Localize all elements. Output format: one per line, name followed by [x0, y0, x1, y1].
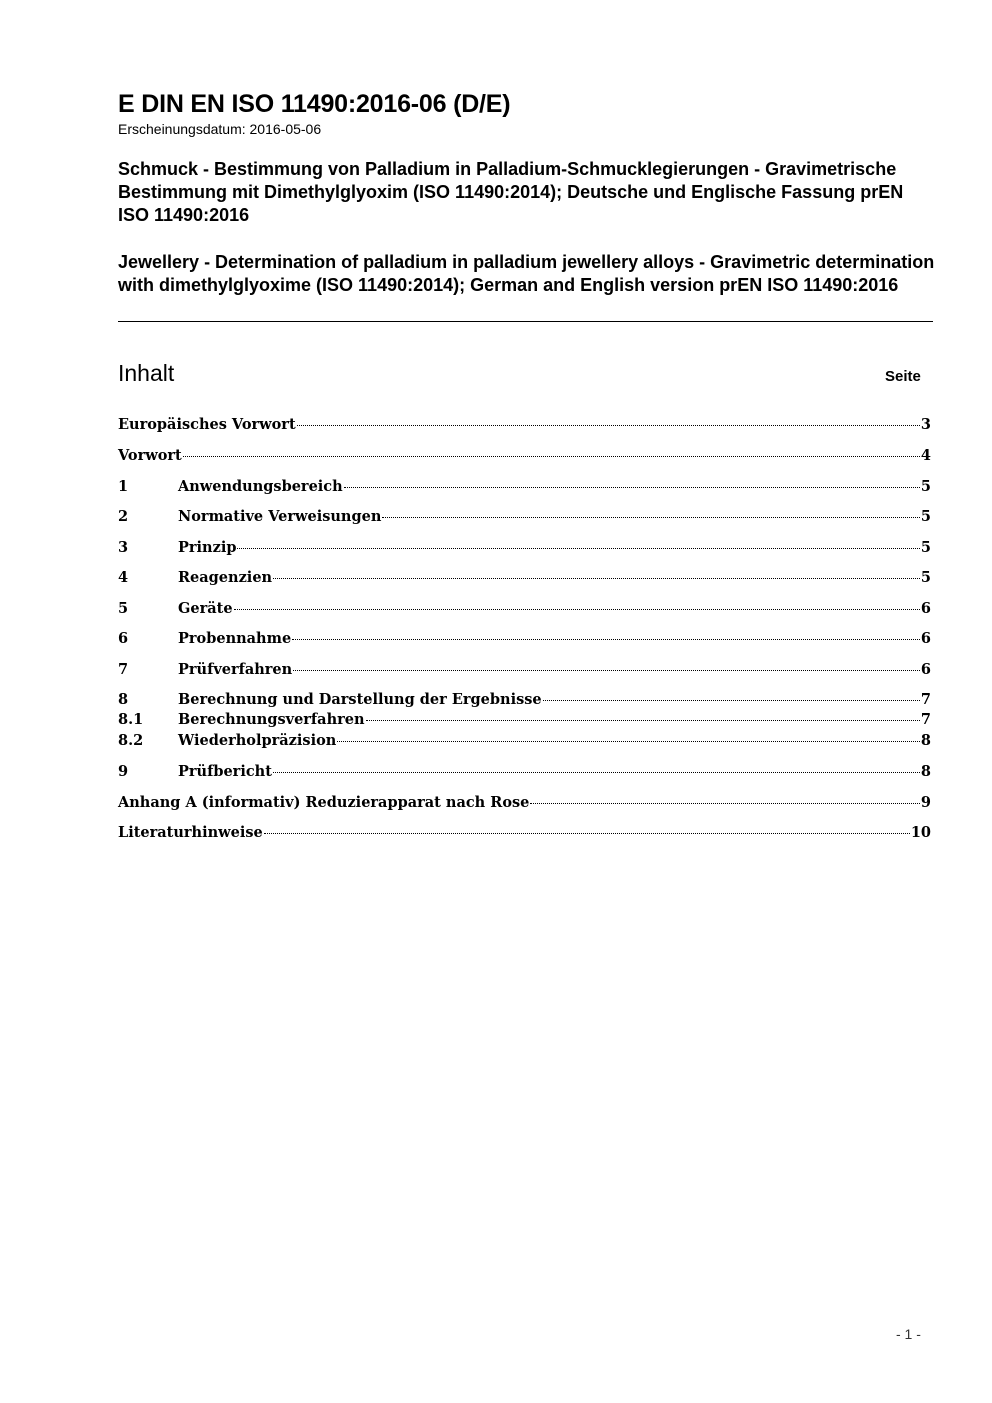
toc-entry[interactable]: [118, 691, 931, 711]
toc-entry-page: 5: [920, 539, 931, 556]
toc-entry-page: 8: [920, 763, 931, 780]
toc-entry-title: Literaturhinweise: [118, 824, 263, 841]
toc-entry-title: Wiederholpräzision: [178, 732, 337, 749]
toc-page-column-header: Seite: [885, 368, 921, 385]
toc-dot-leader: [183, 456, 920, 457]
toc-entry-page: 8: [920, 732, 931, 749]
toc-entry-number: 6: [118, 630, 129, 647]
toc-entry-title: Vorwort: [118, 447, 182, 464]
toc-entry-title: Prüfbericht: [178, 763, 272, 780]
toc-dot-leader: [382, 517, 920, 518]
toc-dot-leader: [530, 803, 920, 804]
toc-entry[interactable]: [118, 508, 931, 528]
toc-dot-leader: [344, 487, 920, 488]
toc-entry-page: 9: [920, 794, 931, 811]
toc-dot-leader: [297, 425, 920, 426]
toc-entry-number: 1: [118, 478, 129, 495]
toc-dot-leader: [273, 772, 920, 773]
toc-entry-title: Berechnung und Darstellung der Ergebnisse: [178, 691, 542, 708]
toc-entry-title: Europäisches Vorwort: [118, 416, 296, 433]
toc-entry-page: 6: [920, 600, 931, 617]
toc-entry-number: 9: [118, 763, 129, 780]
toc-entry-page: 7: [920, 691, 931, 708]
toc-entry[interactable]: [118, 794, 931, 814]
toc-entry[interactable]: [118, 539, 931, 559]
toc-dot-leader: [273, 578, 920, 579]
toc-entry-page: 3: [920, 416, 931, 433]
toc-entry-title: Prinzip: [178, 539, 237, 556]
toc-entry-number: 8.2: [118, 732, 144, 749]
toc-entry-title: Anhang A (informativ) Reduzierapparat nach Rose: [118, 794, 530, 811]
toc-entry-title: Geräte: [178, 600, 233, 617]
footer-page-number: - 1 -: [896, 1326, 921, 1342]
toc-entry[interactable]: [118, 478, 931, 498]
toc-entry[interactable]: [118, 447, 931, 467]
toc-entry-title: Probennahme: [178, 630, 292, 647]
toc-entry-title: Anwendungsbereich: [178, 478, 343, 495]
toc-dot-leader: [366, 720, 920, 721]
toc-entry-number: 7: [118, 661, 129, 678]
toc-entry-number: 5: [118, 600, 129, 617]
toc-entry-number: 4: [118, 569, 129, 586]
title-german: Schmuck - Bestimmung von Palladium in Palladium-Schmucklegierungen - Gravimetrische Bestimmung mit Dimethylglyoxim (ISO 11490:2014); Deutsche und Englische Fassung prEN ISO 11490:2016: [118, 159, 904, 225]
title-english: Jewellery - Determination of palladium in palladium jewellery alloys - Gravimetric determination with dimethylglyoxime (ISO 11490:2014); German and English version prEN ISO 11490:2016: [118, 252, 935, 295]
publication-date: Erscheinungsdatum: 2016-05-06: [118, 121, 322, 137]
toc-dot-leader: [543, 700, 920, 701]
toc-entry-number: 3: [118, 539, 129, 556]
toc-entry[interactable]: [118, 763, 931, 783]
toc-dot-leader: [264, 833, 910, 834]
toc-entry-title: Prüfverfahren: [178, 661, 293, 678]
toc-entry[interactable]: [118, 732, 931, 752]
toc-entry-page: 6: [920, 661, 931, 678]
toc-entry-title: Reagenzien: [178, 569, 273, 586]
toc-heading: Inhalt: [118, 360, 175, 386]
toc-entry-title: Berechnungsverfahren: [178, 711, 365, 728]
toc-dot-leader: [292, 639, 920, 640]
toc-dot-leader: [234, 609, 920, 610]
page-title: E DIN EN ISO 11490:2016-06 (D/E): [118, 90, 511, 118]
toc-entry[interactable]: [118, 711, 931, 731]
toc-entry-number: 8.1: [118, 711, 144, 728]
toc-entry[interactable]: [118, 569, 931, 589]
toc-dot-leader: [237, 548, 919, 549]
toc-entry[interactable]: [118, 824, 931, 844]
toc-entry-page: 6: [920, 630, 931, 647]
toc-entry[interactable]: [118, 661, 931, 681]
title-divider: [118, 321, 933, 322]
toc-entry-number: 8: [118, 691, 129, 708]
toc-entry-page: 5: [920, 478, 931, 495]
toc-entry-page: 5: [920, 508, 931, 525]
toc-dot-leader: [337, 741, 920, 742]
toc-entry-page: 4: [920, 447, 931, 464]
toc-entry[interactable]: [118, 416, 931, 436]
toc-entry-page: 7: [920, 711, 931, 728]
toc-entry[interactable]: [118, 600, 931, 620]
toc-dot-leader: [293, 670, 920, 671]
toc-entry-number: 2: [118, 508, 129, 525]
toc-entry-page: 5: [920, 569, 931, 586]
toc-entry[interactable]: [118, 630, 931, 650]
toc-entry-title: Normative Verweisungen: [178, 508, 382, 525]
toc-entry-page: 10: [910, 824, 931, 841]
